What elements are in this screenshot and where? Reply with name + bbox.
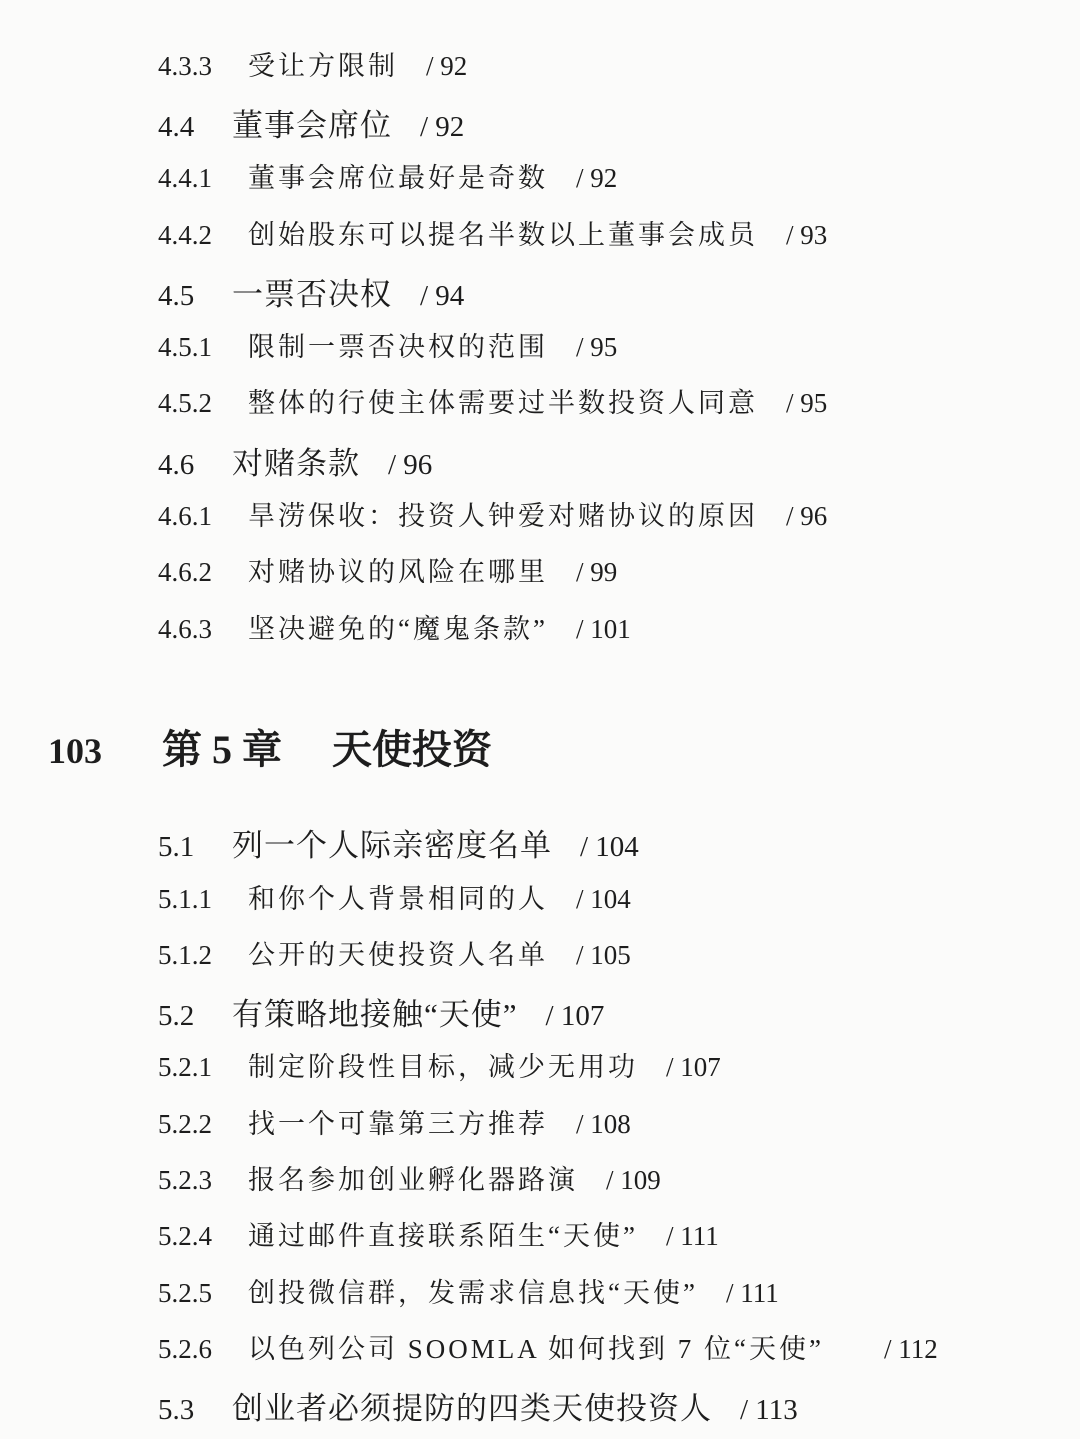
entry-page: / 104 — [580, 831, 639, 863]
toc-entry — [158, 1214, 719, 1253]
chapter-title: 天使投资 — [332, 727, 492, 772]
entry-number: 5.2.6 — [158, 1334, 212, 1364]
entry-page: / 108 — [576, 1109, 631, 1139]
entry-title: 旱涝保收：投资人钟爱对赌协议的原因 — [248, 501, 758, 531]
entry-page: / 107 — [666, 1052, 721, 1082]
toc-entry — [158, 381, 827, 420]
entry-title: 整体的行使主体需要过半数投资人同意 — [248, 388, 758, 418]
entry-number: 4.4.1 — [158, 163, 212, 193]
entry-page: / 111 — [665, 1221, 719, 1251]
entry-title: 一票否决权 — [232, 277, 392, 312]
entry-title: 和你个人背景相同的人 — [248, 884, 548, 914]
entry-number: 5.3 — [158, 1394, 195, 1426]
toc-entry — [158, 269, 464, 314]
entry-title: 限制一票否决权的范围 — [248, 332, 548, 362]
toc-entry — [158, 1327, 938, 1366]
toc-entry — [158, 989, 604, 1034]
entry-page: / 93 — [786, 220, 828, 250]
entry-page: / 95 — [576, 332, 618, 362]
toc-entry — [158, 607, 631, 646]
toc-entry — [158, 1383, 798, 1428]
toc-entry — [158, 494, 827, 533]
entry-page: / 95 — [786, 388, 828, 418]
entry-page: / 96 — [786, 501, 828, 531]
entry-number: 5.1.2 — [158, 940, 212, 970]
entry-title: 受让方限制 — [248, 51, 398, 81]
entry-page: / 107 — [545, 1000, 605, 1032]
toc-entry — [158, 438, 432, 483]
chapter-page: 103 — [48, 731, 102, 771]
toc-entry — [158, 44, 467, 83]
entry-page: / 104 — [576, 884, 631, 914]
entry-page: / 109 — [606, 1165, 661, 1195]
toc-entry — [158, 1158, 661, 1197]
entry-number: 5.2.4 — [158, 1221, 212, 1251]
toc-entry — [158, 100, 464, 145]
toc-entry — [158, 877, 631, 916]
entry-number: 5.2.1 — [158, 1052, 212, 1082]
entry-page: / 112 — [884, 1334, 938, 1364]
chapter-heading — [48, 718, 492, 775]
entry-number: 4.6.3 — [158, 614, 212, 644]
entry-title: 制定阶段性目标，减少无用功 — [248, 1052, 638, 1082]
entry-number: 4.4 — [158, 111, 195, 143]
entry-title: 对赌条款 — [232, 446, 360, 481]
entry-title: 报名参加创业孵化器路演 — [248, 1165, 578, 1195]
entry-page: / 92 — [426, 51, 468, 81]
entry-number: 5.2.3 — [158, 1165, 212, 1195]
toc-entry — [158, 933, 631, 972]
entry-page: / 92 — [420, 111, 465, 143]
entry-title: 通过邮件直接联系陌生“天使” — [248, 1221, 638, 1251]
entry-number: 4.6.2 — [158, 557, 212, 587]
toc-entry — [158, 325, 617, 364]
toc-entry — [158, 1102, 631, 1141]
entry-page: / 101 — [575, 614, 631, 644]
entry-number: 4.5.2 — [158, 388, 212, 418]
entry-title: 有策略地接触“天使” — [232, 997, 518, 1032]
entry-page: / 96 — [388, 449, 433, 481]
entry-title: 对赌协议的风险在哪里 — [248, 557, 548, 587]
entry-number: 5.2 — [158, 1000, 195, 1032]
entry-page: / 111 — [725, 1278, 779, 1308]
entry-title: 列一个人际亲密度名单 — [232, 828, 552, 863]
entry-title: 找一个可靠第三方推荐 — [248, 1109, 548, 1139]
entry-number: 4.5 — [158, 280, 195, 312]
entry-page: / 92 — [576, 163, 618, 193]
entry-page: / 105 — [576, 940, 631, 970]
entry-number: 5.2.2 — [158, 1109, 212, 1139]
entry-title: 创投微信群，发需求信息找“天使” — [248, 1278, 698, 1308]
toc-entry — [158, 1271, 779, 1310]
entry-title: 创业者必须提防的四类天使投资人 — [232, 1391, 712, 1426]
entry-title: 创始股东可以提名半数以上董事会成员 — [248, 220, 758, 250]
toc-entry — [158, 820, 639, 865]
entry-number: 4.5.1 — [158, 332, 212, 362]
entry-number: 4.4.2 — [158, 220, 212, 250]
toc-entry — [158, 1045, 721, 1084]
chapter-label: 第 5 章 — [162, 727, 282, 772]
entry-page: / 94 — [420, 280, 465, 312]
toc-entry — [158, 156, 617, 195]
entry-number: 5.1 — [158, 831, 195, 863]
entry-title: 以色列公司 SOOMLA 如何找到 7 位“天使” — [248, 1334, 824, 1364]
entry-title: 董事会席位最好是奇数 — [248, 163, 548, 193]
entry-page: / 99 — [576, 557, 618, 587]
toc-entry — [158, 213, 827, 252]
entry-page: / 113 — [740, 1394, 798, 1426]
entry-title: 公开的天使投资人名单 — [248, 940, 548, 970]
entry-number: 4.6.1 — [158, 501, 212, 531]
entry-title: 董事会席位 — [232, 108, 392, 143]
entry-number: 5.2.5 — [158, 1278, 212, 1308]
toc-entry — [158, 550, 617, 589]
entry-number: 4.6 — [158, 449, 195, 481]
entry-title: 坚决避免的“魔鬼条款” — [248, 614, 548, 644]
entry-number: 4.3.3 — [158, 51, 212, 81]
entry-number: 5.1.1 — [158, 884, 212, 914]
